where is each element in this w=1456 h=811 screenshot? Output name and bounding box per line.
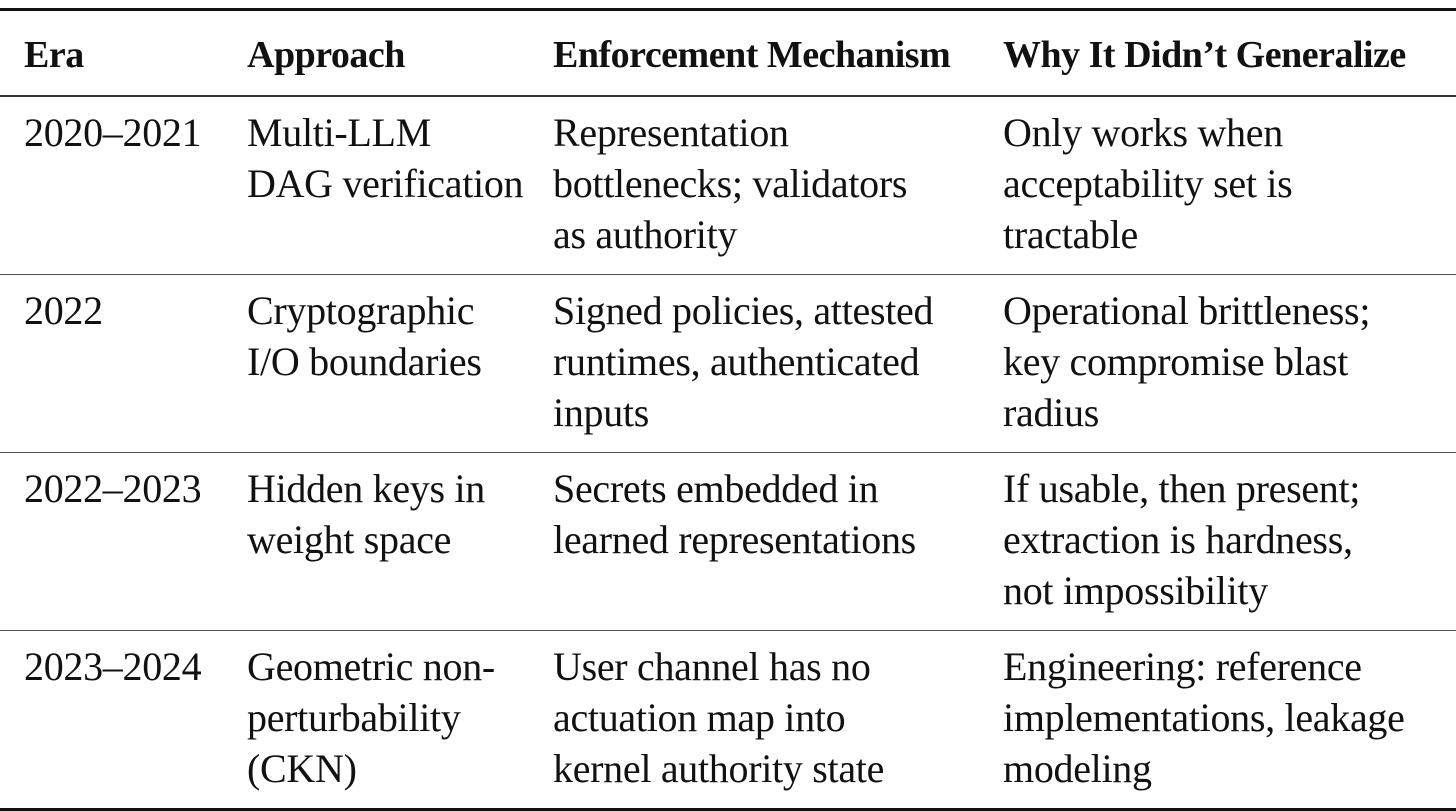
cell-text-line: Geometric non- <box>247 644 495 689</box>
era-cell <box>0 96 247 275</box>
enforcement-mechanism-cell <box>553 275 1003 453</box>
cell-text-line: 2020–2021 <box>24 110 202 155</box>
cell-text-line: learned representations <box>553 517 916 562</box>
header-row <box>0 10 1456 97</box>
cell-text-line: as authority <box>553 212 738 257</box>
cell-text-line: I/O boundaries <box>247 339 482 384</box>
approach-cell <box>247 275 553 453</box>
cell-text-line: Cryptographic <box>247 288 475 333</box>
header-why-it-didnt-generalize: Why It Didn’t Generalize <box>1003 10 1456 97</box>
table-row <box>0 631 1456 810</box>
cell-text-line: Representation <box>553 110 789 155</box>
cell-text-line: If usable, then present; <box>1003 466 1361 511</box>
table-body <box>0 96 1456 810</box>
cell-text-line: 2023–2024 <box>24 644 202 689</box>
why-it-didnt-generalize-cell <box>1003 453 1456 631</box>
header-era: Era <box>0 10 247 97</box>
table-row <box>0 96 1456 275</box>
comparison-table <box>0 8 1456 811</box>
cell-text-line: weight space <box>247 517 452 562</box>
cell-text-line: inputs <box>553 390 649 435</box>
cell-text-line: 2022–2023 <box>24 466 202 511</box>
header-approach: Approach <box>247 10 553 97</box>
cell-text-line: bottlenecks; validators <box>553 161 908 206</box>
cell-text-line: actuation map into <box>553 695 846 740</box>
cell-text-line: Multi-LLM <box>247 110 431 155</box>
header-enforcement-mechanism: Enforcement Mechanism <box>553 10 1003 97</box>
table-row <box>0 453 1456 631</box>
table-row <box>0 275 1456 453</box>
comparison-table-container <box>0 8 1456 811</box>
era-cell <box>0 453 247 631</box>
enforcement-mechanism-cell <box>553 631 1003 810</box>
cell-text-line: key compromise blast <box>1003 339 1349 384</box>
table-header <box>0 10 1456 97</box>
cell-text-line: User channel has no <box>553 644 871 689</box>
cell-text-line: perturbability <box>247 695 461 740</box>
cell-text-line: (CKN) <box>247 746 357 791</box>
cell-text-line: 2022 <box>24 288 103 333</box>
cell-text-line: not impossibility <box>1003 568 1268 613</box>
why-it-didnt-generalize-cell <box>1003 96 1456 275</box>
cell-text-line: Secrets embedded in <box>553 466 879 511</box>
cell-text-line: radius <box>1003 390 1099 435</box>
cell-text-line: Signed policies, attested <box>553 288 934 333</box>
why-it-didnt-generalize-cell <box>1003 631 1456 810</box>
cell-text-line: Hidden keys in <box>247 466 485 511</box>
approach-cell <box>247 96 553 275</box>
approach-cell <box>247 631 553 810</box>
why-it-didnt-generalize-cell <box>1003 275 1456 453</box>
cell-text-line: kernel authority state <box>553 746 885 791</box>
cell-text-line: acceptability set is <box>1003 161 1293 206</box>
enforcement-mechanism-cell <box>553 453 1003 631</box>
cell-text-line: Operational brittleness; <box>1003 288 1371 333</box>
enforcement-mechanism-cell <box>553 96 1003 275</box>
cell-text-line: Engineering: reference <box>1003 644 1362 689</box>
cell-text-line: extraction is hardness, <box>1003 517 1353 562</box>
era-cell <box>0 275 247 453</box>
cell-text-line: implementations, leakage <box>1003 695 1405 740</box>
cell-text-line: runtimes, authenticated <box>553 339 920 384</box>
era-cell <box>0 631 247 810</box>
cell-text-line: DAG verification <box>247 161 524 206</box>
cell-text-line: tractable <box>1003 212 1138 257</box>
cell-text-line: Only works when <box>1003 110 1283 155</box>
cell-text-line: modeling <box>1003 746 1152 791</box>
approach-cell <box>247 453 553 631</box>
